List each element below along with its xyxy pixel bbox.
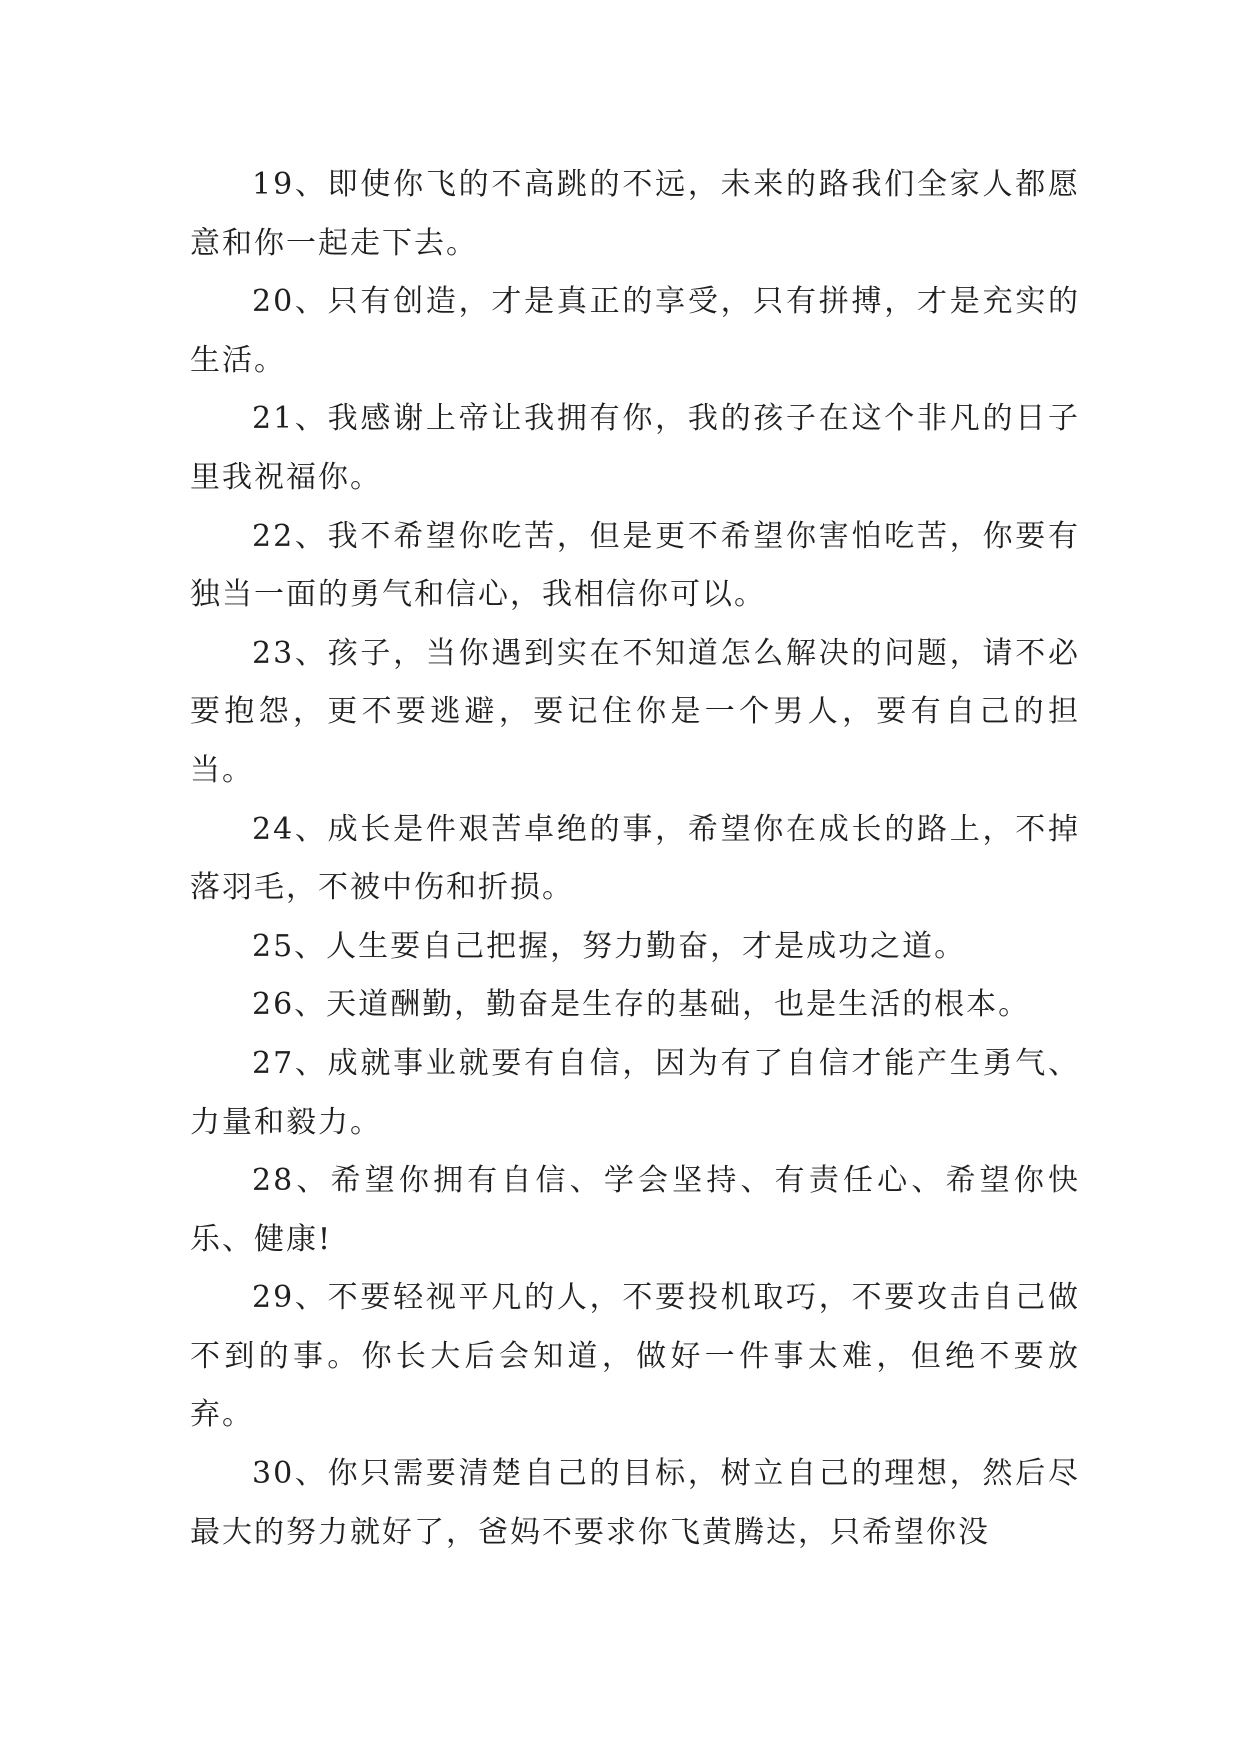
paragraph-25: 25、人生要自己把握，努力勤奋，才是成功之道。 <box>252 928 967 964</box>
paragraph-21: 21、我感谢上帝让我拥有你，我的孩子在这个非凡的日子里我祝福你。 <box>190 401 1080 495</box>
paragraph-24: 24、成长是件艰苦卓绝的事，希望你在成长的路上，不掉落羽毛，不被中伤和折损。 <box>190 811 1080 906</box>
paragraph-23: 23、孩子，当你遇到实在不知道怎么解决的问题，请不必要抱怨，更不要逃避，要记住你是一个男人，要有自己的担当。 <box>190 635 1080 788</box>
document-body <box>190 156 1080 1562</box>
paragraph-26: 26、天道酬勤，勤奋是生存的基础，也是生活的根本。 <box>252 987 1031 1023</box>
paragraph-28: 28、希望你拥有自信、学会坚持、有责任心、希望你快乐、健康! <box>190 1163 1080 1257</box>
paragraph-29: 29、不要轻视平凡的人，不要投机取巧，不要攻击自己做不到的事。你长大后会知道，做好一件事太难，但绝不要放弃。 <box>190 1280 1080 1433</box>
paragraph-20: 20、只有创造，才是真正的享受，只有拼搏，才是充实的生活。 <box>190 284 1080 378</box>
paragraph-22: 22、我不希望你吃苦，但是更不希望你害怕吃苦，你要有独当一面的勇气和信心，我相信你可以。 <box>190 518 1080 613</box>
paragraph-19: 19、即使你飞的不高跳的不远，未来的路我们全家人都愿意和你一起走下去。 <box>190 167 1080 261</box>
paragraph-30: 30、你只需要清楚自己的目标，树立自己的理想，然后尽最大的努力就好了，爸妈不要求你飞黄腾达，只希望你没 <box>190 1456 1080 1550</box>
paragraph-27: 27、成就事业就要有自信，因为有了自信才能产生勇气、力量和毅力。 <box>190 1045 1080 1140</box>
